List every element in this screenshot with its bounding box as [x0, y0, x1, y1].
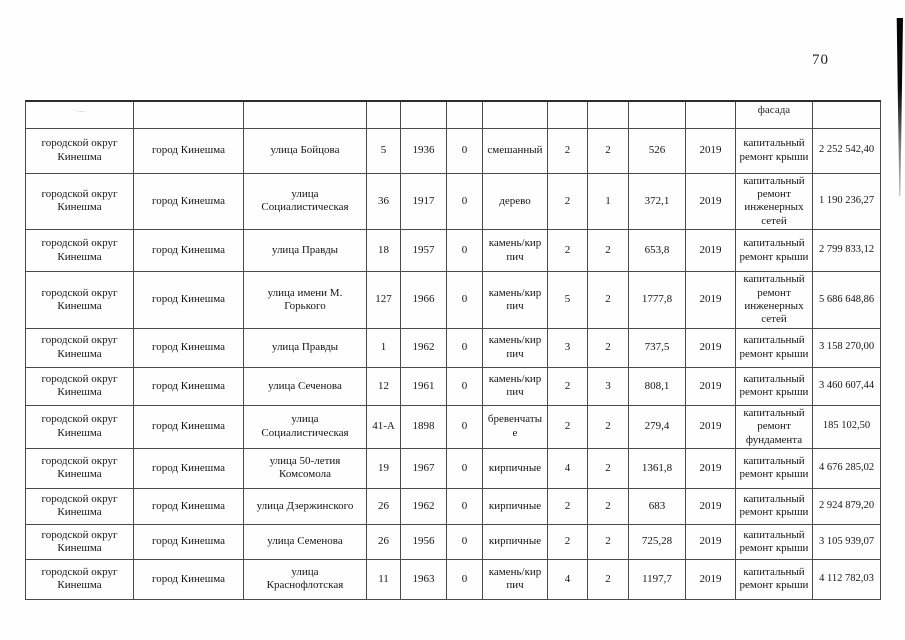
cell-wall-material: смешанный — [483, 128, 548, 173]
cell-repair-type: капитальный ремонт инженерных сетей — [736, 272, 813, 329]
cell-city: город Кинешма — [134, 173, 244, 230]
header-cell-street — [244, 101, 367, 128]
cell-zero: 0 — [447, 559, 483, 599]
cell-zero: 0 — [447, 405, 483, 448]
cell-repair-type: капитальный ремонт крыши — [736, 448, 813, 488]
cell-zero: 0 — [447, 524, 483, 559]
cell-entrances: 1 — [588, 173, 629, 230]
cell-municipality: городской округ Кинешма — [26, 230, 134, 272]
cell-city: город Кинешма — [134, 128, 244, 173]
cell-floors: 2 — [548, 488, 588, 524]
cell-street: улица 50-летия Комсомола — [244, 448, 367, 488]
cell-area: 725,28 — [629, 524, 686, 559]
header-cell-zero — [447, 101, 483, 128]
cell-wall-material: камень/кирпич — [483, 272, 548, 329]
cell-entrances: 2 — [588, 405, 629, 448]
cell-area: 279,4 — [629, 405, 686, 448]
scan-artifact-bar — [896, 18, 903, 196]
cell-street: улица Бойцова — [244, 128, 367, 173]
cell-floors: 4 — [548, 559, 588, 599]
cell-municipality: городской округ Кинешма — [26, 128, 134, 173]
table-row — [26, 559, 881, 599]
cell-municipality: городской округ Кинешма — [26, 524, 134, 559]
cell-cost: 4 676 285,02 — [813, 448, 881, 488]
cell-cost: 4 112 782,03 — [813, 559, 881, 599]
cell-cost: 3 460 607,44 — [813, 367, 881, 405]
cell-cost: 5 686 648,86 — [813, 272, 881, 329]
cell-entrances: 2 — [588, 128, 629, 173]
header-cell-program-year — [686, 101, 736, 128]
cell-repair-type: капитальный ремонт крыши — [736, 328, 813, 367]
cell-repair-type: капитальный ремонт крыши — [736, 128, 813, 173]
cell-house-number: 26 — [367, 524, 401, 559]
cell-cost: 3 158 270,00 — [813, 328, 881, 367]
cell-program-year: 2019 — [686, 367, 736, 405]
cell-house-number: 19 — [367, 448, 401, 488]
table-row — [26, 524, 881, 559]
cell-city: город Кинешма — [134, 328, 244, 367]
cell-city: город Кинешма — [134, 448, 244, 488]
cell-area: 808,1 — [629, 367, 686, 405]
cell-city: город Кинешма — [134, 488, 244, 524]
header-cell-house-number — [367, 101, 401, 128]
cell-program-year: 2019 — [686, 128, 736, 173]
header-cell-facade: фасада — [736, 101, 813, 128]
table-row — [26, 128, 881, 173]
header-cell-entrances — [588, 101, 629, 128]
header-cell-municipality — [26, 101, 134, 128]
cell-house-number: 12 — [367, 367, 401, 405]
cell-street: улица Правды — [244, 230, 367, 272]
table-row — [26, 367, 881, 405]
cell-floors: 2 — [548, 367, 588, 405]
cell-wall-material: кирпичные — [483, 488, 548, 524]
cell-municipality: городской округ Кинешма — [26, 272, 134, 329]
cell-municipality: городской округ Кинешма — [26, 405, 134, 448]
cell-repair-type: капитальный ремонт крыши — [736, 367, 813, 405]
cell-city: город Кинешма — [134, 524, 244, 559]
cell-zero: 0 — [447, 488, 483, 524]
cell-year-built: 1956 — [401, 524, 447, 559]
cell-area: 737,5 — [629, 328, 686, 367]
cell-floors: 3 — [548, 328, 588, 367]
cell-floors: 4 — [548, 448, 588, 488]
cell-street: улица имени М. Горького — [244, 272, 367, 329]
cell-wall-material: камень/кирпич — [483, 559, 548, 599]
cell-repair-type: капитальный ремонт крыши — [736, 230, 813, 272]
cell-house-number: 1 — [367, 328, 401, 367]
table-row — [26, 230, 881, 272]
cell-program-year: 2019 — [686, 230, 736, 272]
cell-area: 372,1 — [629, 173, 686, 230]
header-cell-city — [134, 101, 244, 128]
cell-cost: 2 252 542,40 — [813, 128, 881, 173]
cell-repair-type: капитальный ремонт инженерных сетей — [736, 173, 813, 230]
cell-house-number: 18 — [367, 230, 401, 272]
cell-municipality: городской округ Кинешма — [26, 173, 134, 230]
cell-zero: 0 — [447, 272, 483, 329]
cell-entrances: 2 — [588, 559, 629, 599]
cell-area: 1361,8 — [629, 448, 686, 488]
cell-program-year: 2019 — [686, 173, 736, 230]
cell-program-year: 2019 — [686, 524, 736, 559]
cell-entrances: 2 — [588, 328, 629, 367]
cell-entrances: 2 — [588, 448, 629, 488]
cell-zero: 0 — [447, 328, 483, 367]
cell-municipality: городской округ Кинешма — [26, 488, 134, 524]
cell-cost: 2 799 833,12 — [813, 230, 881, 272]
cell-zero: 0 — [447, 128, 483, 173]
cell-entrances: 2 — [588, 230, 629, 272]
cell-repair-type: капитальный ремонт крыши — [736, 524, 813, 559]
cell-wall-material: камень/кирпич — [483, 230, 548, 272]
cell-city: город Кинешма — [134, 272, 244, 329]
header-cell-floors — [548, 101, 588, 128]
cell-year-built: 1898 — [401, 405, 447, 448]
cell-program-year: 2019 — [686, 559, 736, 599]
cell-repair-type: капитальный ремонт крыши — [736, 488, 813, 524]
cell-year-built: 1957 — [401, 230, 447, 272]
cell-cost: 3 105 939,07 — [813, 524, 881, 559]
header-cell-wall-material — [483, 101, 548, 128]
table-row — [26, 272, 881, 329]
cell-zero: 0 — [447, 230, 483, 272]
table-row — [26, 173, 881, 230]
header-cell-cost — [813, 101, 881, 128]
cell-area: 1197,7 — [629, 559, 686, 599]
cell-area: 683 — [629, 488, 686, 524]
cell-house-number: 36 — [367, 173, 401, 230]
cell-zero: 0 — [447, 367, 483, 405]
cell-city: город Кинешма — [134, 230, 244, 272]
cell-area: 1777,8 — [629, 272, 686, 329]
cell-street: улица Правды — [244, 328, 367, 367]
table-body — [26, 128, 881, 599]
cell-municipality: городской округ Кинешма — [26, 448, 134, 488]
header-cell-area — [629, 101, 686, 128]
cell-floors: 2 — [548, 405, 588, 448]
cell-entrances: 2 — [588, 272, 629, 329]
cell-year-built: 1961 — [401, 367, 447, 405]
cell-year-built: 1917 — [401, 173, 447, 230]
cell-street: улица Сеченова — [244, 367, 367, 405]
header-cell-year-built — [401, 101, 447, 128]
cell-wall-material: бревенчатые — [483, 405, 548, 448]
cell-house-number: 5 — [367, 128, 401, 173]
cell-wall-material: камень/кирпич — [483, 328, 548, 367]
cell-zero: 0 — [447, 173, 483, 230]
cell-street: улица Социалистическая — [244, 405, 367, 448]
cell-year-built: 1966 — [401, 272, 447, 329]
cell-floors: 5 — [548, 272, 588, 329]
cell-cost: 2 924 879,20 — [813, 488, 881, 524]
cell-repair-type: капитальный ремонт крыши — [736, 559, 813, 599]
cell-floors: 2 — [548, 524, 588, 559]
cell-year-built: 1962 — [401, 328, 447, 367]
cell-municipality: городской округ Кинешма — [26, 328, 134, 367]
cell-floors: 2 — [548, 230, 588, 272]
cell-municipality: городской округ Кинешма — [26, 367, 134, 405]
cell-year-built: 1963 — [401, 559, 447, 599]
cell-zero: 0 — [447, 448, 483, 488]
cell-program-year: 2019 — [686, 328, 736, 367]
cell-entrances: 2 — [588, 524, 629, 559]
cell-house-number: 127 — [367, 272, 401, 329]
capital-repair-table — [25, 100, 881, 600]
table-row — [26, 328, 881, 367]
cell-municipality: городской округ Кинешма — [26, 559, 134, 599]
cell-wall-material: камень/кирпич — [483, 367, 548, 405]
cell-house-number: 41-А — [367, 405, 401, 448]
table-row — [26, 448, 881, 488]
cell-program-year: 2019 — [686, 272, 736, 329]
cell-city: город Кинешма — [134, 367, 244, 405]
table-header-stub-row — [26, 101, 881, 128]
cell-street: улица Дзержинского — [244, 488, 367, 524]
cell-house-number: 11 — [367, 559, 401, 599]
table-row — [26, 488, 881, 524]
cell-repair-type: капитальный ремонт фундамента — [736, 405, 813, 448]
cell-wall-material: кирпичные — [483, 524, 548, 559]
cell-cost: 1 190 236,27 — [813, 173, 881, 230]
cell-city: город Кинешма — [134, 559, 244, 599]
cell-wall-material: кирпичные — [483, 448, 548, 488]
cell-street: улица Социалистическая — [244, 173, 367, 230]
cell-program-year: 2019 — [686, 448, 736, 488]
cell-area: 526 — [629, 128, 686, 173]
cell-floors: 2 — [548, 128, 588, 173]
cell-program-year: 2019 — [686, 488, 736, 524]
cell-street: улица Семенова — [244, 524, 367, 559]
page-number: 70 — [812, 52, 829, 68]
cell-year-built: 1967 — [401, 448, 447, 488]
table-row — [26, 405, 881, 448]
cell-program-year: 2019 — [686, 405, 736, 448]
cell-street: улица Краснофлотская — [244, 559, 367, 599]
cell-area: 653,8 — [629, 230, 686, 272]
cell-cost: 185 102,50 — [813, 405, 881, 448]
cell-entrances: 3 — [588, 367, 629, 405]
cell-year-built: 1962 — [401, 488, 447, 524]
cell-entrances: 2 — [588, 488, 629, 524]
cell-house-number: 26 — [367, 488, 401, 524]
cell-year-built: 1936 — [401, 128, 447, 173]
cell-floors: 2 — [548, 173, 588, 230]
cell-wall-material: дерево — [483, 173, 548, 230]
cell-city: город Кинешма — [134, 405, 244, 448]
